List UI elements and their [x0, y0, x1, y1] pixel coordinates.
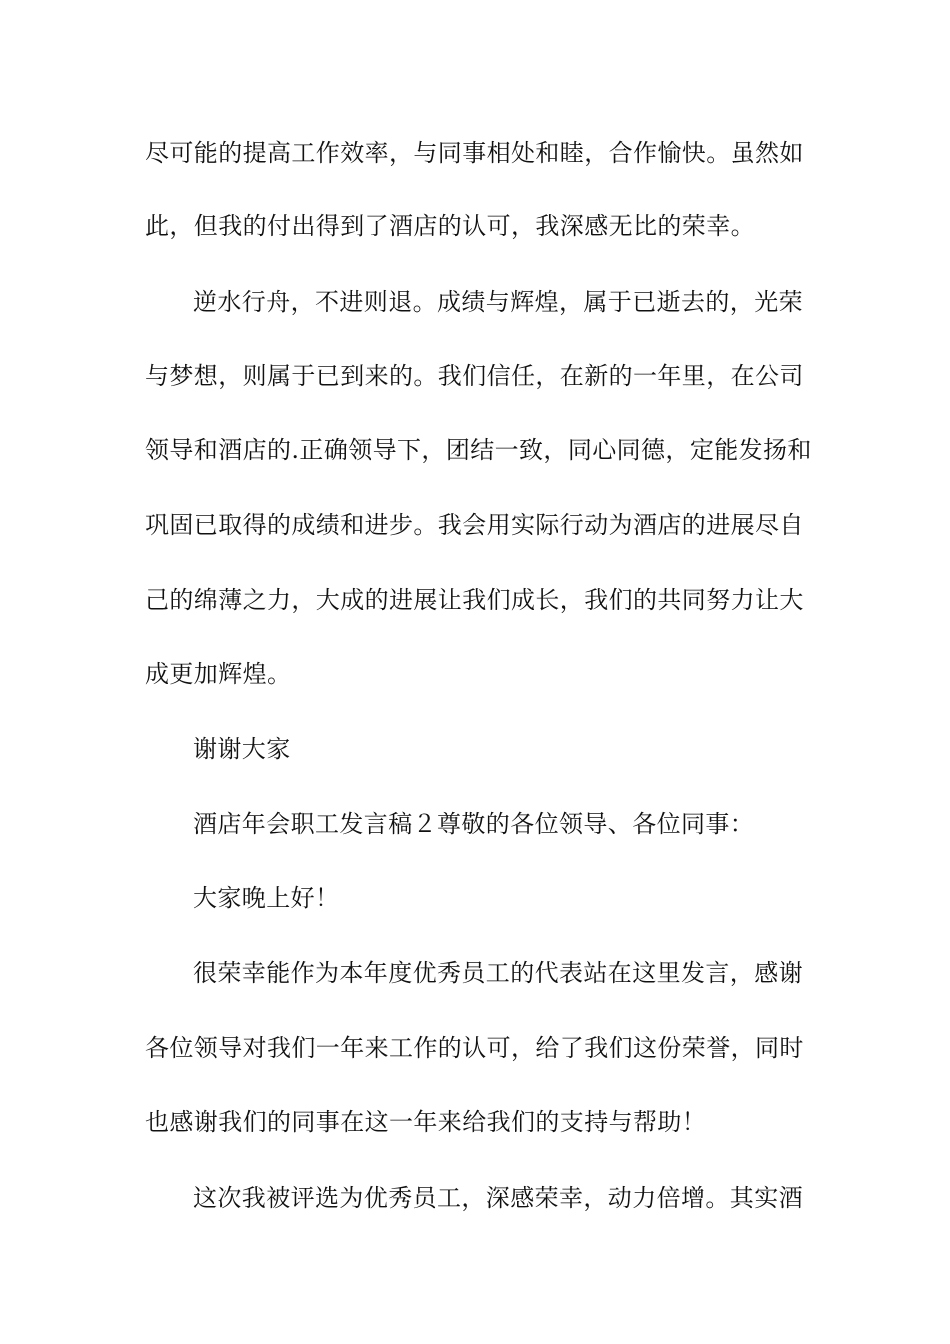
paragraph-line: 领导和酒店的.正确领导下，团结一致，同心同德，定能发扬和	[145, 436, 812, 464]
paragraph-line: 己的绵薄之力，大成的进展让我们成长，我们的共同努力让大	[145, 586, 804, 614]
speech-title-greeting: 酒店年会职工发言稿２尊敬的各位领导、各位同事：	[193, 810, 755, 838]
paragraph-line: 与梦想，则属于已到来的。我们信任，在新的一年里，在公司	[145, 362, 804, 390]
paragraph-line: 各位领导对我们一年来工作的认可，给了我们这份荣誉，同时	[145, 1034, 804, 1062]
paragraph-line: 也感谢我们的同事在这一年来给我们的支持与帮助！	[145, 1108, 707, 1136]
paragraph-line: 逆水行舟，不进则退。成绩与辉煌，属于已逝去的，光荣	[193, 288, 803, 316]
paragraph-line: 尽可能的提高工作效率，与同事相处和睦，合作愉快。虽然如	[145, 139, 804, 167]
greeting-line: 大家晚上好！	[193, 884, 340, 912]
paragraph-line: 成更加辉煌。	[145, 660, 292, 688]
paragraph-line: 很荣幸能作为本年度优秀员工的代表站在这里发言，感谢	[193, 959, 803, 987]
closing-thanks: 谢谢大家	[193, 735, 291, 763]
paragraph-line: 这次我被评选为优秀员工，深感荣幸，动力倍增。其实酒	[193, 1184, 803, 1212]
paragraph-line: 巩固已取得的成绩和进步。我会用实际行动为酒店的进展尽自	[145, 511, 804, 539]
paragraph-line: 此，但我的付出得到了酒店的认可，我深感无比的荣幸。	[145, 212, 755, 240]
